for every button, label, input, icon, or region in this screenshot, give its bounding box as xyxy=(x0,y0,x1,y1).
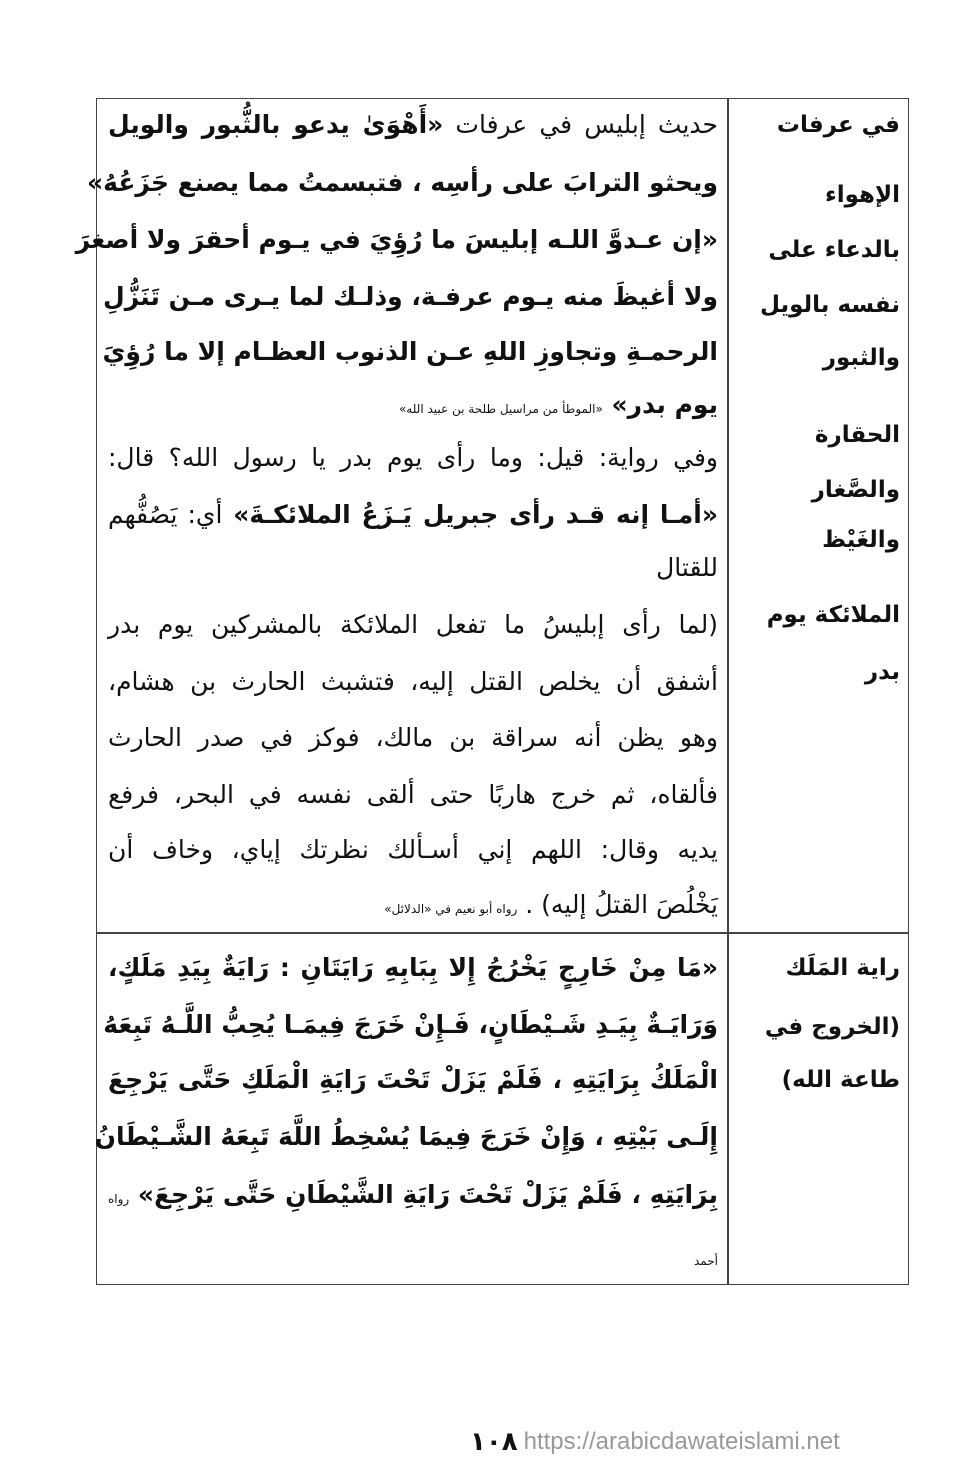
text-line xyxy=(108,943,718,993)
text-line xyxy=(108,1170,718,1220)
body-text: يَخْلُصَ القتلُ إليه) . xyxy=(517,890,718,919)
text-line xyxy=(108,1232,718,1282)
column-divider xyxy=(727,98,729,1285)
text-line xyxy=(108,1055,718,1105)
body-text: وهو يظن أنه سراقة بن مالك، فوكز في صدر الحارث xyxy=(108,723,718,752)
hadith-text: الرحمـةِ وتجاوزِ اللهِ عـن الذنوب العظـام إلا ما رُؤِيَ xyxy=(102,337,718,366)
body-text: فألقاه، ثم خرج هاربًا حتى ألقى نفسه في البحر، فرفع xyxy=(108,780,718,809)
topic-label: الحقارة xyxy=(814,422,900,448)
source-reference: أحمد xyxy=(694,1254,718,1268)
text-line xyxy=(108,600,718,650)
hadith-text: «مَا مِنْ خَارِجٍ يَخْرُجُ إِلا بِبَابِهِ رَايَتَانِ : رَايَةٌ بِيَدِ مَلَكٍ، xyxy=(108,953,718,982)
text-line xyxy=(108,825,718,875)
hadith-text: ويحثو الترابَ على رأسِه ، فتبسمتُ مما يصنع جَزَعُهُ» xyxy=(87,168,718,197)
topic-label: والثبور xyxy=(822,345,900,371)
text-line xyxy=(108,543,718,593)
text-line xyxy=(102,327,718,377)
topic-label: بدر xyxy=(864,659,900,685)
text-line xyxy=(108,713,718,763)
hadith-text: الْمَلَكُ بِرَايَتِهِ ، فَلَمْ يَزَلْ تَحْتَ رَايَةِ الْمَلَكِ حَتَّى يَرْجِعَ xyxy=(108,1065,718,1094)
topic-label: الإهواء xyxy=(824,182,900,208)
topic-label: نفسه بالويل xyxy=(759,292,900,318)
topic-label: راية المَلَك xyxy=(785,955,900,981)
body-text: أشفق أن يخلص القتل إليه، فتشبث الحارث بن هشام، xyxy=(108,667,718,696)
text-line xyxy=(87,158,718,208)
site-url[interactable]: https://arabicdawateislami.net xyxy=(523,1428,840,1455)
hadith-text: «أَهْوَىٰ يدعو بالثُّبور والويل xyxy=(108,110,444,139)
hadith-text: يوم بدر» xyxy=(602,390,718,419)
page-footer xyxy=(470,1420,840,1464)
source-reference: «الموطأ من مراسيل طلحة بن عبيد الله» xyxy=(398,402,603,416)
text-line xyxy=(108,880,718,930)
topic-label: والغَيْظ xyxy=(822,527,900,553)
body-text: يديه وقال: اللهم إني أسـألك نظرتك إياي، وخاف أن xyxy=(108,835,718,864)
topic-label: (الخروج في xyxy=(764,1014,900,1040)
hadith-text: «أمـا إنه قـد رأى جبريل يَـزَعُ الملائكـةَ» xyxy=(222,500,718,529)
topic-label: طاعة الله) xyxy=(781,1067,900,1093)
source-reference: رواه أبو نعيم في «الدلائل» xyxy=(384,902,518,916)
topic-label: والصَّغار xyxy=(811,477,900,503)
hadith-text: ولا أغيظَ منه يـوم عرفـة، وذلـك لما يـرى مـن تَنَزُّلِ xyxy=(103,282,718,311)
body-text: للقتال xyxy=(656,553,718,582)
text-line xyxy=(108,433,718,483)
source-reference: رواه xyxy=(108,1192,130,1206)
text-line xyxy=(108,380,718,430)
page-number: ١٠٨ xyxy=(470,1427,518,1457)
body-text: أي: يَصُفُّهم xyxy=(108,500,223,529)
text-line xyxy=(108,100,718,150)
hadith-text: «إن عـدوَّ اللـه إبليسَ ما رُؤِيَ في يـوم أحقرَ ولا أصغرَ xyxy=(75,225,718,254)
hadith-text: بِرَايَتِهِ ، فَلَمْ يَزَلْ تَحْتَ رَايَةِ الشَّيْطَانِ حَتَّى يَرْجِعَ» xyxy=(129,1180,718,1209)
hadith-text: وَرَايَـةٌ بِيَـدِ شَـيْطَانٍ، فَـإِنْ خَرَجَ فِيمَـا يُحِبُّ اللَّـهُ تَبِعَهُ xyxy=(103,1010,718,1039)
text-line xyxy=(103,272,718,322)
text-line xyxy=(75,215,718,265)
body-text: (لما رأى إبليسُ ما تفعل الملائكة بالمشركين يوم بدر xyxy=(108,610,718,639)
row-divider xyxy=(96,932,909,934)
topic-label: في عرفات xyxy=(776,112,900,138)
text-line xyxy=(103,1000,718,1050)
hadith-text: إِلَـى بَيْتِهِ ، وَإِنْ خَرَجَ فِيمَا يُسْخِطُ اللَّهَ تَبِعَهُ الشَّـيْطَانُ xyxy=(94,1122,718,1151)
text-line xyxy=(94,1112,718,1162)
text-line xyxy=(108,770,718,820)
body-text: حديث إبليس في عرفات xyxy=(443,110,718,139)
text-line xyxy=(108,490,718,540)
body-text: وفي رواية: قيل: وما رأى يوم بدر يا رسول الله؟ قال: xyxy=(108,443,718,472)
text-line xyxy=(108,657,718,707)
topic-label: الملائكة يوم xyxy=(766,602,900,628)
topic-label: بالدعاء على xyxy=(768,237,900,263)
